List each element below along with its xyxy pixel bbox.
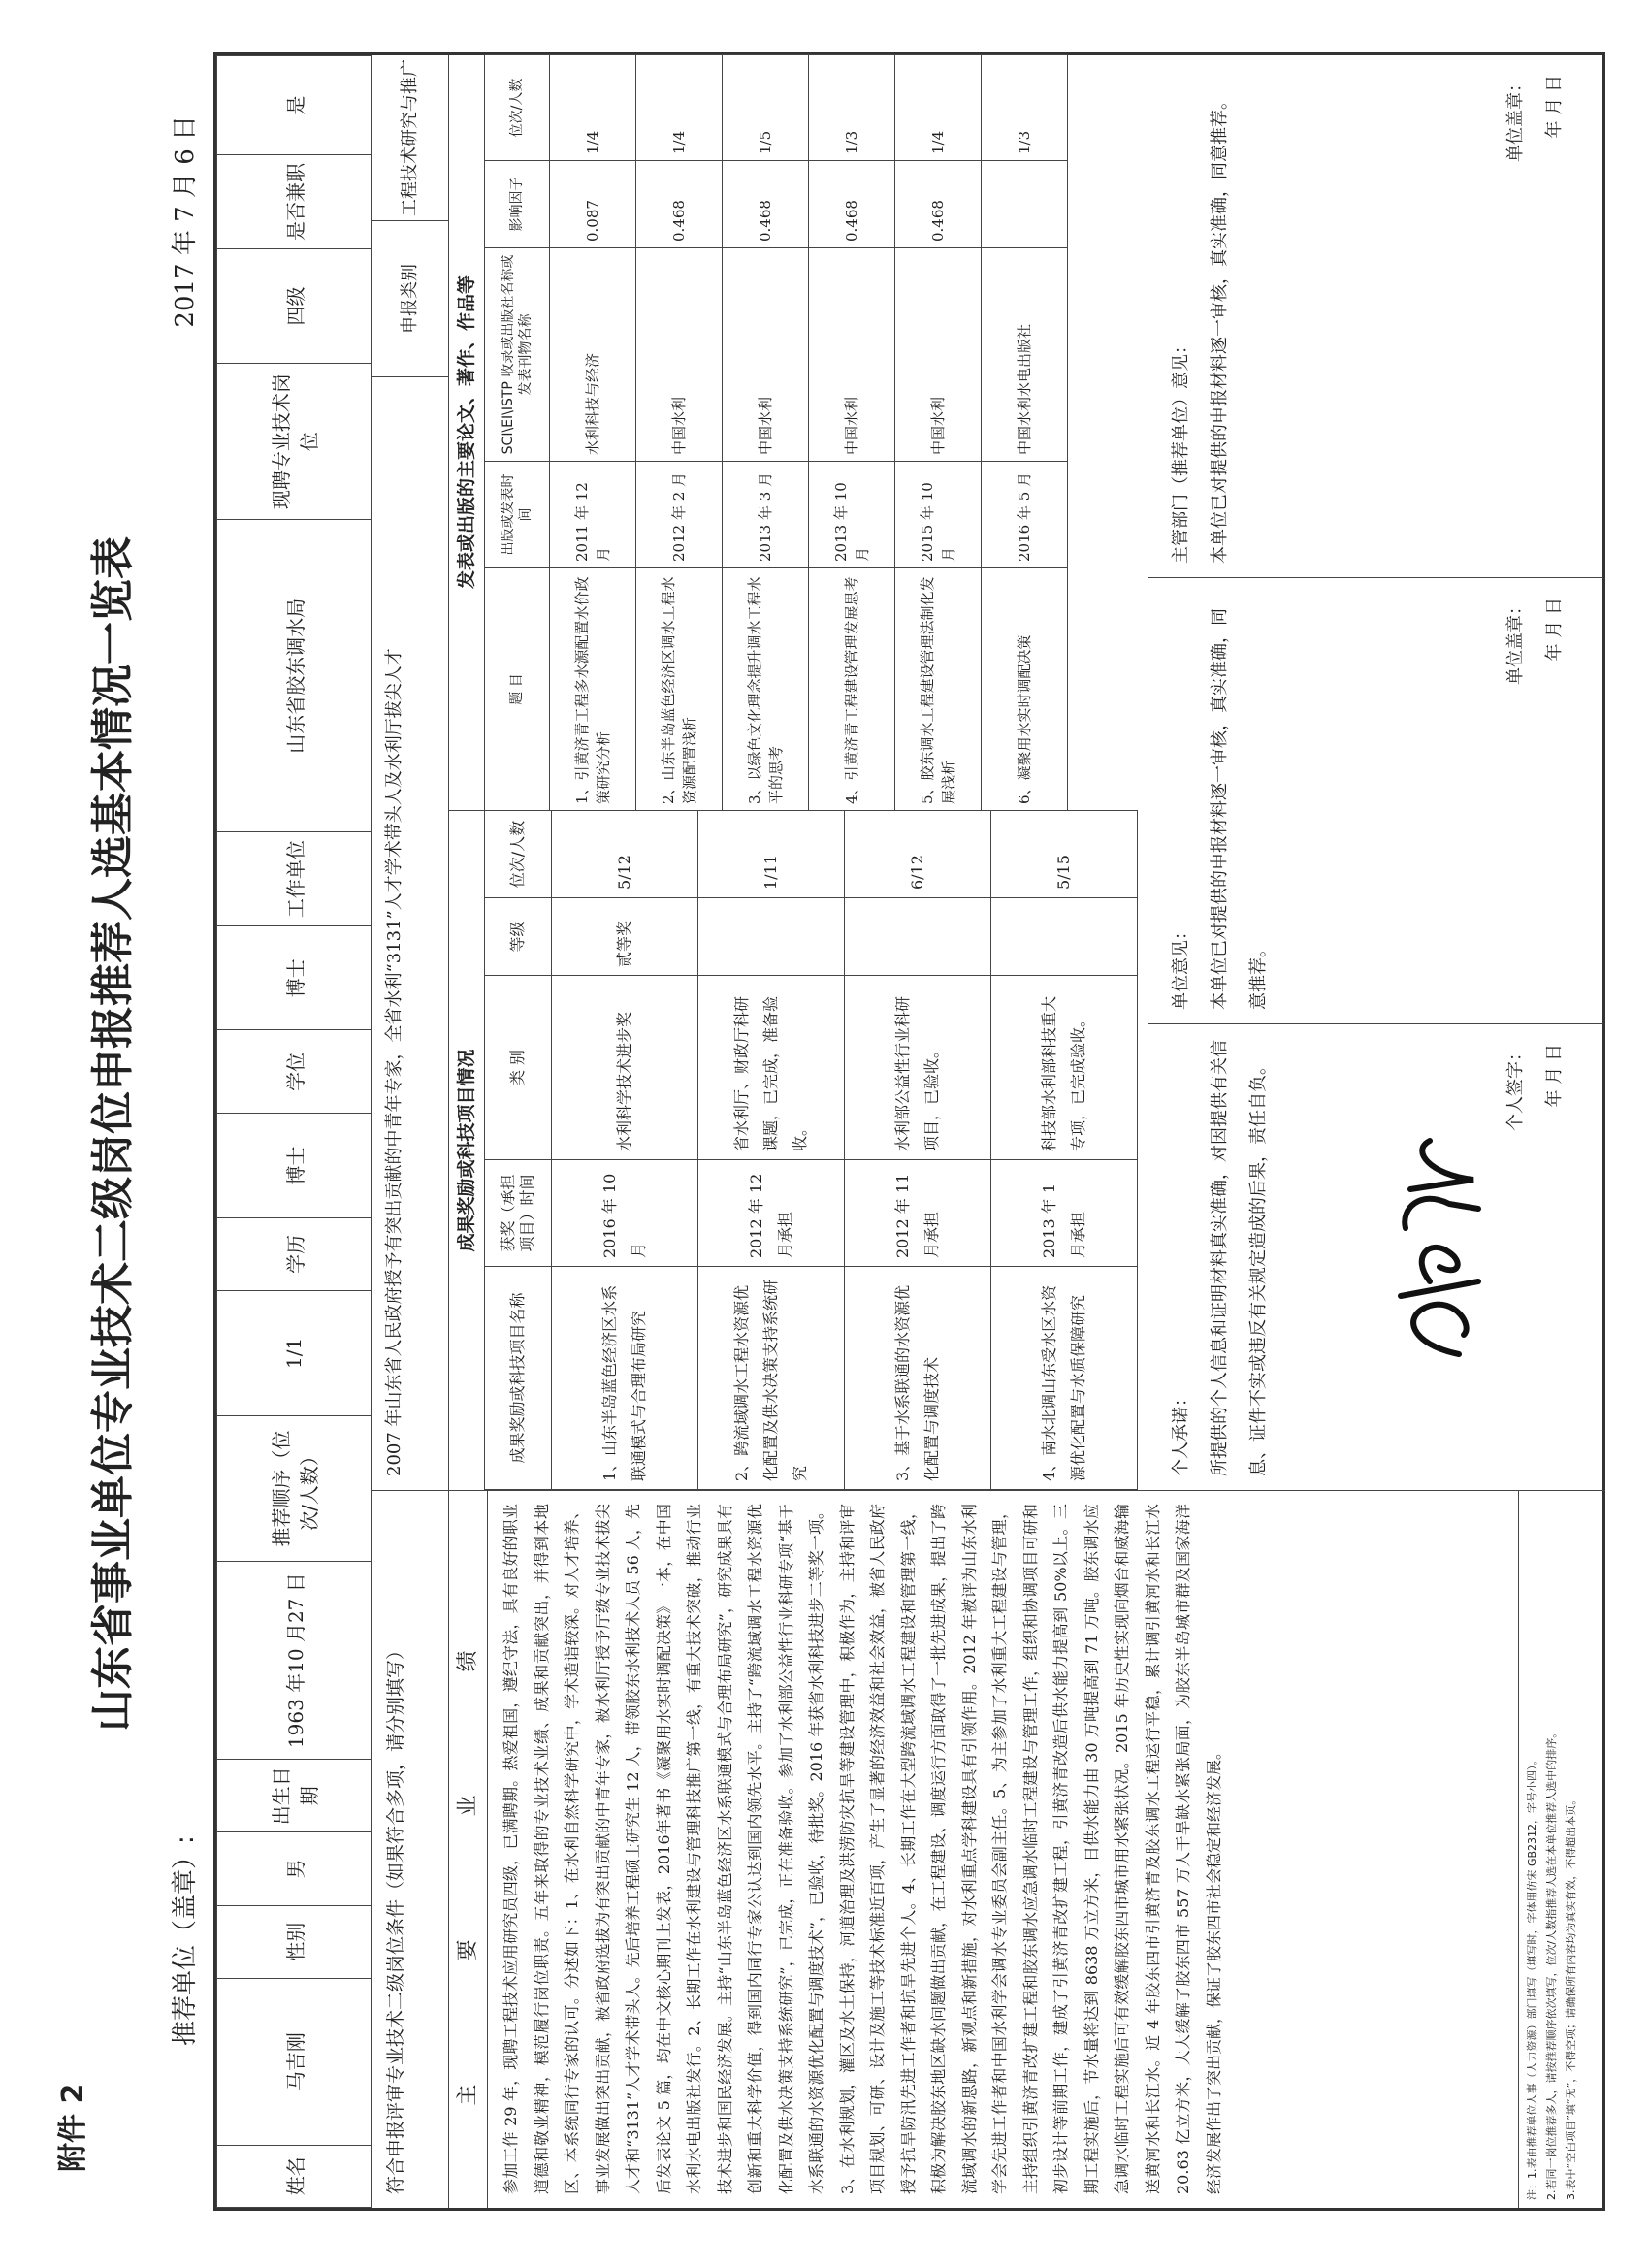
awards-title: 成果奖励或科技项目情况 <box>449 811 485 1490</box>
paper-impact <box>982 161 1068 248</box>
basic-info-table <box>216 55 372 2208</box>
name-label: 姓名 <box>217 2145 372 2207</box>
award-rank: 5/15 <box>991 811 1138 898</box>
paper-row <box>982 55 1068 811</box>
paper-rank: 1/3 <box>982 55 1068 161</box>
footnote: 注：1.表由推荐单位人事（人力资源）部门填写（填写时，字体用仿宋 GB2312，字号小四）。 <box>1526 1754 1538 2200</box>
paper-journal: 水利科技与经济 <box>550 248 636 462</box>
dept-seal-date: 年 月 日 <box>1544 75 1565 139</box>
personal-commitment-text: 所提供的个人信息和证明材料真实准确，对因提供有关信息、证件不实或违反有关规定造成的后果，责任自负。 <box>1210 1040 1269 1476</box>
fill-date: 2017 年 7 月 6 日 <box>171 115 200 328</box>
paper-journal: 中国水利 <box>636 248 723 462</box>
dept-seal-label: 单位盖章： <box>1505 75 1526 162</box>
paper-row <box>550 55 636 811</box>
performance-text: 参加工作 29 年，现聘工程技术应用研究员四级，已满聘期。热爱祖国，遵纪守法，具有良好的职业道德和敬业精神，模范履行岗位职责。五年来取得的专业技术业绩、成果和贡献突出，并得到本地区、本系统同行专家的认可。分述如下：1、在水利自然科学研究中，学术造诣较深。对人才培养、事业发展做出突出贡献，被省政府选拔为有突出贡献的中青年专家，被水利厅授予厅级专业技术拔尖人才和“3131”人才学术带头人。先后培养工程硕士研究生 12 人，带领胶东水利技术人员 56 人，先后发表论文 5 篇，均在中文核心期刊上发表，2016年著书《凝聚用水实时调配决策》一本，在中国水利水电出版社发行。2、长期工作在水利建设与管理科技推广第一线，有重大技术突破，推动行业技术进步和国民经济发展。主持“山东半岛蓝色经济区水系联通模式与合理布局研究”，研究成果具有创新和重大科学价值，得到国内同行专家公认达到国内领先水平。主持了“跨流域调水工程水资源优化配置及供水决策支持系统研究”，已完成，正在准备验收。参加了水利部公益性行业科研专项“基于水系联通的水资源优化配置与调度技术”，已验收，待批奖。2016 年获省水利科技进步二等奖一项。3、在水利规划，灌区及水土保持，河道治理及洪涝防灾抗旱等建设管理中，积极作为，主持和评审项目规划、可研、设计及施工等技术标准近百项，产生了显著的经济效益和社会效益，被省人民政府授予抗旱防汛先进工作者和抗旱先进个人。4、长期工作在大型跨流域调水工程建设和管理第一线，积极为解决胶东地区缺水问题做出贡献，在工程建设、调度运行方面取得了一批先进成果，提出了跨流域调水的新思路，新观点和新措施，对水利重点学科建设具有引领作用。2012 年被评为山东水利学会先进工作者和中国水利学会调水专业委员会副主任。5、为主参加了水利重大工程建设与管理，主持组织引黄济青改扩建工程和胶东调水应急调水临时工程建设与管理工作，组织和协调项目可研和初步设计等前期工作，建成了引黄济青改扩建工程，引黄济青改造后供水能力提高到 50%以上。三期工程实施后，节水量将达到 8638 万立方米，日供水能力由 30 万吨提高到 71 万吨。胶东调水应急调水临时工程实施后可有效缓解胶东四市城市用水紧张状况。2015 年历史性实现向烟台和威海输送黄河水和长江水。近 4 年胶东四市引黄济青及胶东调水工程运行平稳，累计调引黄河水和长江水 20.63 亿立方米，大大缓解了胶东四市 557 万人干旱缺水紧张局面，为胶东半岛城市群及国家海洋经济发展作出了突出贡献，保证了胶东四市社会稳定和经济发展。 <box>501 1504 1223 2194</box>
award-rank: 1/11 <box>698 811 845 898</box>
paper-date: 2015 年 10 月 <box>895 462 982 568</box>
paper-rank: 1/5 <box>723 55 809 161</box>
papers-header: 位次/人数 <box>485 55 550 161</box>
award-rank: 5/12 <box>552 811 698 898</box>
paper-title: 6、凝聚用水实时调配决策 <box>982 568 1068 811</box>
personal-sign-area <box>1497 1044 1574 1131</box>
paper-rank: 1/3 <box>809 55 895 161</box>
unit-label: 工作单位 <box>217 832 372 926</box>
papers-header: SCI\EI\ISTP 收录或出版社名称或发表刊物名称 <box>485 248 550 462</box>
awards-header: 位次/人数 <box>485 811 552 898</box>
paper-date: 2016 年 5 月 <box>982 462 1068 568</box>
paper-journal: 中国水利 <box>809 248 895 462</box>
papers-table <box>484 54 1068 811</box>
papers-header: 影响因子 <box>485 161 550 248</box>
birth-value: 1963 年10 月27 日 <box>217 1562 372 1760</box>
unit-opinion-box <box>1148 578 1603 1024</box>
personal-commitment-title: 个人承诺： <box>1171 1389 1191 1476</box>
order-value: 1/1 <box>217 1290 372 1415</box>
gender-label: 性别 <box>217 1905 372 1978</box>
paper-impact: 0.087 <box>550 161 636 248</box>
conditions-label: 符合申报评审专业技术二级岗位条件（如果符合多项，请分别填写） <box>372 1490 449 2208</box>
edu-label: 学历 <box>217 1217 372 1290</box>
post-label: 现聘专业技术岗位 <box>217 364 372 520</box>
awards-header: 等级 <box>485 898 552 976</box>
award-category: 水利科学技术进步奖 <box>552 976 698 1160</box>
personal-sign-date: 年 月 日 <box>1544 1044 1565 1108</box>
rotated-form-sheet <box>19 18 1630 2250</box>
paper-row <box>723 55 809 811</box>
papers-header: 题 目 <box>485 568 550 811</box>
right-column <box>372 55 1605 1490</box>
paper-title: 4、引黄济青工程建设管理发展思考 <box>809 568 895 811</box>
birth-label: 出生日期 <box>217 1760 372 1832</box>
award-name: 1、山东半岛蓝色经济区水系联通模式与合理布局研究 <box>552 1267 698 1490</box>
dept-opinion-title: 主管部门（推荐单位）意见： <box>1171 337 1191 564</box>
award-row <box>845 811 991 1490</box>
award-level <box>991 898 1138 976</box>
awards-header: 成果奖励或科技项目名称 <box>485 1267 552 1490</box>
papers-header: 出版或发表时间 <box>485 462 550 568</box>
part-time-label: 是否兼职 <box>217 155 372 249</box>
award-time: 2016 年 10 月 <box>552 1160 698 1267</box>
unit-opinion-text: 本单位已对提供的申报材料逐一审核，真实准确，同意推荐。 <box>1210 608 1269 1010</box>
paper-date: 2012 年 2 月 <box>636 462 723 568</box>
paper-row <box>809 55 895 811</box>
awards-header: 类 别 <box>485 976 552 1160</box>
degree-value: 博士 <box>217 925 372 1029</box>
paper-impact: 0.468 <box>636 161 723 248</box>
annex-label: 附件 2 <box>56 2083 90 2172</box>
award-row <box>698 811 845 1490</box>
recommend-unit-label: 推荐单位（盖章）: <box>171 1835 200 2046</box>
unit-seal-area <box>1497 598 1574 685</box>
left-column <box>372 1490 1605 2208</box>
post-value: 四级 <box>217 248 372 363</box>
footnote: 2.若同一岗位推荐多人，请按推荐顺序依次填写，位次/人数指推荐人选在本单位推荐人选中的排序。 <box>1545 1727 1558 2200</box>
paper-journal: 中国水利 <box>895 248 982 462</box>
dept-opinion-box <box>1148 55 1603 578</box>
paper-title: 3、以绿色文化理念提升调水工程水平的思考 <box>723 568 809 811</box>
award-level <box>698 898 845 976</box>
award-time: 2012 年 12 月承担 <box>698 1160 845 1267</box>
unit-seal-label: 单位盖章： <box>1505 598 1526 685</box>
paper-title: 2、山东半岛蓝色经济区调水工程水资源配置浅析 <box>636 568 723 811</box>
gender-value: 男 <box>217 1832 372 1905</box>
personal-commitment-box <box>1148 1024 1603 1490</box>
paper-impact: 0.468 <box>895 161 982 248</box>
paper-rank: 1/4 <box>895 55 982 161</box>
name-value: 马吉刚 <box>217 1978 372 2145</box>
award-name: 4、南水北调山东受水区水资源优化配置与水质保障研究 <box>991 1267 1138 1490</box>
paper-journal: 中国水利水电出版社 <box>982 248 1068 462</box>
paper-row <box>636 55 723 811</box>
unit-seal-date: 年 月 日 <box>1544 598 1565 662</box>
paper-date: 2013 年 10 月 <box>809 462 895 568</box>
paper-impact: 0.468 <box>809 161 895 248</box>
part-time-value: 是 <box>217 56 372 155</box>
award-time: 2012 年 11 月承担 <box>845 1160 991 1267</box>
paper-date: 2011 年 12 月 <box>550 462 636 568</box>
personal-sign-label: 个人签字： <box>1505 1044 1526 1131</box>
form-frame <box>213 52 1605 2211</box>
award-level: 贰等奖 <box>552 898 698 976</box>
apply-type-value: 工程技术研究与推广 <box>372 55 448 221</box>
edu-value: 博士 <box>217 1114 372 1217</box>
award-name: 3、基于水系联通的水资源优化配置与调度技术 <box>845 1267 991 1490</box>
award-row <box>991 811 1138 1490</box>
conditions-value: 2007 年山东省人民政府授予有突出贡献的中青年专家，全省水利“3131”人才学术带头人及水利厅拔尖人才 <box>384 648 404 1476</box>
award-row <box>552 811 698 1490</box>
award-name: 2、跨流域调水工程水资源优化配置及供水决策支持系统研究 <box>698 1267 845 1490</box>
award-category: 水利部公益性行业科研项目，已验收。 <box>845 976 991 1160</box>
apply-type-label: 申报类别 <box>372 221 448 377</box>
papers-title: 发表或出版的主要论文、著作、作品等 <box>449 54 485 811</box>
conditions-row <box>372 55 449 1490</box>
award-time: 2013 年 1 月承担 <box>991 1160 1138 1267</box>
award-level <box>845 898 991 976</box>
order-label: 推荐顺序（位次/人数） <box>217 1415 372 1561</box>
paper-title: 5、胶东调水工程建设管理法制化发展浅析 <box>895 568 982 811</box>
paper-impact: 0.468 <box>723 161 809 248</box>
paper-row <box>895 55 982 811</box>
paper-journal: 中国水利 <box>723 248 809 462</box>
dept-opinion-text: 本单位已对提供的申报材料逐一审核，真实准确，同意推荐。 <box>1210 92 1230 564</box>
form-title: 山东省事业单位专业技术二级岗位申报推荐人选基本情况一览表 <box>88 536 138 1732</box>
awards-header: 获奖（承担项目）时间 <box>485 1160 552 1267</box>
footnote: 3.表中“空白项目”填“无”，不得空项；请确保所有内容均为真实有效，不得超出本页。 <box>1565 1794 1577 2200</box>
unit-value: 山东省胶东调水局 <box>217 520 372 832</box>
footnotes <box>1518 1490 1603 2208</box>
dept-seal-area <box>1497 75 1574 162</box>
unit-opinion-title: 单位意见： <box>1171 923 1191 1010</box>
paper-rank: 1/4 <box>550 55 636 161</box>
paper-title: 1、引黄济青工程多水源配置水价政策研究分析 <box>550 568 636 811</box>
paper-date: 2013 年 3 月 <box>723 462 809 568</box>
awards-table <box>484 810 1138 1490</box>
degree-label: 学位 <box>217 1030 372 1114</box>
paper-rank: 1/4 <box>636 55 723 161</box>
award-category: 省水利厅、财政厅科研课题，已完成，准备验收。 <box>698 976 845 1160</box>
performance-heading: 主 要 业 绩 <box>449 1490 488 2208</box>
award-category: 科技部水利部科技重大专项，已完成验收。 <box>991 976 1138 1160</box>
award-rank: 6/12 <box>845 811 991 898</box>
handwritten-signature-icon <box>1372 1121 1498 1374</box>
